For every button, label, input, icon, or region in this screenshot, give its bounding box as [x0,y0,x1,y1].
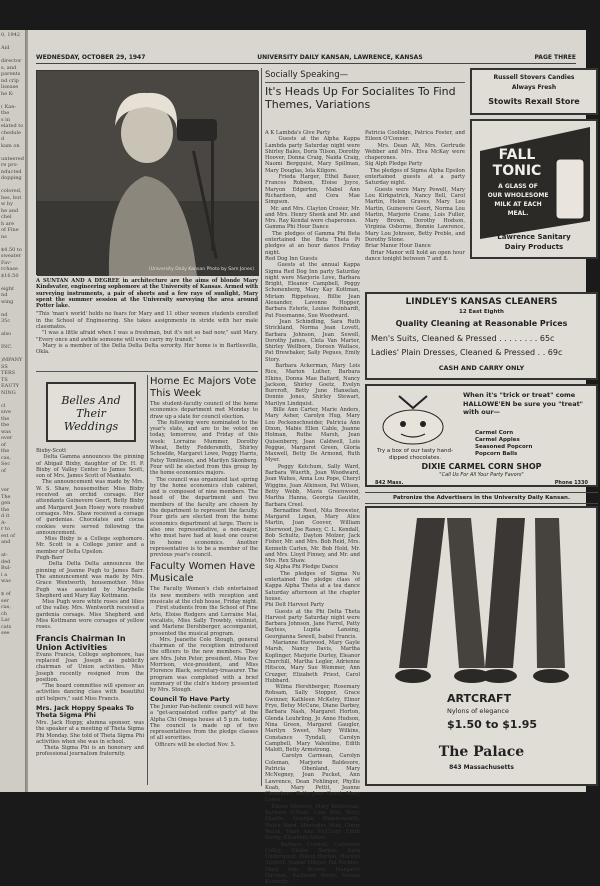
dixie-item: Seasoned Popcorn [475,444,533,450]
artcraft-address: 843 Massachusetts [449,764,514,771]
artcraft-desc: Nylons of elegance [447,707,510,715]
belles-heading: Belles And Their Weddings [61,394,121,433]
divider-rule [36,371,258,372]
belles-heading-box [46,382,136,442]
stover-line2: Always Fresh [511,84,557,91]
stover-line3: Stowits Rexall Store [488,97,580,106]
tonic-fall: FALL [498,147,536,163]
tonic-line5: MILK AT EACH [494,201,542,208]
artcraft-store: The Palace [438,744,525,760]
fall-tonic-ad [470,119,598,259]
dixie-headline: When it's "trick or treat" come HALLOWE'EN be sure you "treat" with our— [463,391,584,416]
home-ec-column [150,376,258,786]
page-binding-edge [26,30,28,792]
lindley-suits: Men's Suits, Cleaned & Pressed . . . . . . . . 65c [371,334,555,343]
council-body: The Junior Pan-hellenic council will have a "get-acquainted coffee party" at the Alpha Chi Omega house at 5 p.m. today. The council is made up of two representatives from the pledge classes of all sororities. Officers will be elected Nov. 5. [150,703,258,748]
photo-caption: A SUNTAN AND A DEGREE in architecture are the aims of blonde Mary Kindsvater, engineering sophomore at the University of Kansas. Armed with surveying instruments, a pair of shorts and a few rays of sunlight, Mary spent the summer session at the University surveying the area around Potter lake. [36,278,260,310]
dixie-small: Try a box of our tasty hand-dipped chocolates. [377,448,453,461]
photo-story: "This 'man's world' holds no fears for Mary and 11 other women students enrolled in the School of Engineering. She takes assignments in stride with her male classmates. "I was a little afraid when I was a freshman, but it's not so bad now," said Mary. "Every once and awhile someone will even carry my transit." Mary is a member of the Delta Delta Delta sorority. Her home is in Bartlesville, Okla. [36,311,258,356]
adjacent-page-sliver [0,30,26,792]
tonic-line3: A GLASS OF [498,183,538,190]
home-ec-body: The student-faculty council of the home economics department met Monday to draw up a slate for council election. The following were nominated to the year's slate, and are to be voted on today, tomorrow, and Friday of this week: Lorraine Mummer, Dorothy Wheat, Betty Feddersmith, Shirley Schoelde, Margaret Lowe, Peggy Harris, Patsy Tomlinson, and Marilyn Skonberg. Four will be elected from this group by the home economics majors. The council was organized last spring by the home economics club cabinet, and is composed of nine members. The head of the department and two members of the faculty are chosen by the department to represent the faculty. Four girls are elected from the home economics department at large. There is also one representative, a non-major, who must have had at least one course in home economics. Another representative is to be a member of the previous year's council. [150,401,258,559]
home-ec-heading: Home Ec Majors Vote This Week [150,376,257,399]
tonic-line6: MEAL. [507,210,529,217]
tonic-line8: Dairy Products [504,243,564,251]
francis-body: Evans Francis, College sophomore, has replaced Joan Joseph as publicity chairman of Union activities. Miss Joseph recently resigned from the position. "The board committee will sponsor an activities dancing class with beautiful girl helpers," said Miss Francis. [36,651,144,702]
stover-ad [470,68,598,115]
dixie-item: Carmel Apples [475,437,520,443]
social-column-2 [365,130,465,290]
stover-line1: Russell Stovers Candies [493,74,575,81]
social-column-2-text: Patricia Coolidge, Patrica Foster, and Eileen O'Conner. Mrs. Dean Alt, Mrs. Gertrude Webber and Mrs. Elva McKay were chaperones. Sig Alph Pledge Party The pledges of Sigma Alpha Epsilon entertained guests at a party Saturday night. Guests were Mary Powell, Mary Lou Kirkpatrick, Nancy Bell, Carol Martin, Helen Graves, Mary Lou Martin, Guinevere Geert, Norma Lou Martin, Marjorie Crane, Lois Fuller, Mary Brown, Dorothy Hodson, Virginia Osborne, Bonnie Lawrence, Mary Lou Johnson, Betty Preble, and Dorothy Stone. Briar Manor Hour Dance Briar Manor will hold an open hour dance tonight between 7 and 8. [365,130,466,262]
lindley-tagline: Quality Cleaning at Reasonable Prices [395,319,568,328]
faculty-heading: Faculty Women Have Musicale [150,561,256,584]
socially-kicker: Socially Speaking— [265,70,465,83]
hopper-heading: Mrs. Jack Hoppy Speaks To Theta Sigma Phi [36,703,134,720]
socially-header [265,70,465,130]
photo-credit: (University Daily Kansan Photo by Sam Jones) [148,267,254,272]
photo-illustration [37,71,259,276]
lindley-terms: CASH AND CARRY ONLY [438,364,525,372]
hopper-body: Mrs. Jack Hoppy, alumna sponsor, was the speaker at a meeting of Theta Sigma Phi Monday. She told of Theta Sigma Phi activities when she was in school. Theta Sigma Phi is an honorary and professional journalism fraternity. [36,719,144,758]
belles-body: Bixby-Scott Delta Gamma announces the pinning of Abigail Bixby, daughter of Dr. H. P. Bixby of Valley Center to James Scott, son of Mrs. James Scott of Mankato. The announcement was made by Mrs. W. S. Shaw, housemother. Miss Bixby received an orchid corsage. Her attendants Guinevere Geert, Betty Bixby and Margaret Jean Hosey wore rosebud corsages. Mrs. Shaw received a corsage of gardenias. Chocolates and cocoa cookies were served following the announcement. Miss Bixby is a College sophomore. Mr. Scott is a College junior and a member of Delta Upsilon. Pugh-Barr Delta Delta Delta announces the pinning of Jeanne Pugh to James Barr. The announcement was made by Mrs. Grace Wentworth, housemother. Miss Pugh was assisted by Marybelle Shepherd and Mary Kay Kottmann. Miss Pugh wore white roses and lilies of the valley. Mrs. Wentworth received a gardenia corsage. Miss Shepherd and Miss Kottmann wore corsages of yellow roses. [36,448,144,631]
masthead-date: WEDNESDAY, OCTOBER 29, 1947 [36,54,146,61]
council-heading: Council To Have Party [150,695,230,704]
francis-heading: Francis Chairman In Union Activities [36,633,126,652]
newspaper-page [0,30,588,886]
adjacent-page-text: 0, 1942 Aid director s, and parents nd crip lisease he K- ( Kan- the s in elated to cheduled kam on unteered re pro- nducted dopping colored, hes, but w by he and chel h are of Fine ns $4.50 to sweater Fav- rchase $16.50 eight nd wing nd 35c also INC. )MPANY SS TERS TS EAUTY NING cl sive the the was over of the cas, Sec of ver The gen the d it A- r to est of and at- ded Bul- i a was $ of ser cas, ch Lar cats see [1,32,24,636]
artcraft-ad [365,506,598,786]
artcraft-price: $1.50 to $1.95 [447,718,538,731]
faculty-body: The Faculty Women's club entertained its new members with reception and musicale at the club house, Friday night. First students from the School of Fine Arts, Eloise Rodgers and Lorraine Mai, vocalists, Miss Sally Trowbly, violinist, and Marlene Dershberger, accompanist, presented the musical program. Mrs. Jeanette Cole Stough, general chairman of the reception introduced the officers to the new members. They are Mrs. John Peter, president, Miss Eve Morrison, vice-president, and Miss Florence Black, secretary-treasurer. The program was completed with a brief summary of the club's history presented by Mrs. Stough. [150,586,259,694]
dixie-phone: Phone 1330 [554,480,588,486]
column-rule-center [261,68,262,786]
masthead-page: PAGE THREE [534,54,576,61]
dixie-items [475,430,585,458]
tonic-line4: OUR WHOLESOME [487,192,549,199]
page-content [30,30,588,886]
socially-headline: It's Heads Up For Socialites To Find Themes, Variations [265,85,456,111]
dixie-item: Carmel Corn [475,430,514,436]
dixie-ad [365,384,598,487]
social-column-1 [265,130,361,886]
patronize-line: Patronize the Advertisers in the University Daily Kansan. [365,492,598,504]
suntan-photo [36,70,258,275]
tonic-tonic: TONIC [492,163,542,179]
lindley-address: 12 East Eighth [459,309,504,315]
halloween-witch-art [373,392,453,447]
artcraft-brand: ARTCRAFT [447,692,512,705]
photo-caption-block [36,278,258,356]
lindley-name: LINDLEY'S KANSAS CLEANERS [405,297,558,307]
lindley-dresses: Ladies' Plain Dresses, Cleaned & Pressed . . 69c [371,348,563,357]
tonic-line7: Lawrence Sanitary [497,233,571,241]
dixie-address: 842 Mass. [375,480,404,486]
dixie-slogan: "Call Us For All Your Party Favors" [439,472,524,478]
nylon-legs-art [367,508,596,784]
column-rule [147,375,148,785]
dixie-name: DIXIE CARMEL CORN SHOP [421,462,542,471]
dixie-item: Popcorn Balls [475,451,518,457]
belles-column [36,448,144,786]
masthead [36,54,576,64]
social-column-1-text: A K Lambda's Give Party Guests at the Alpha Kappa Lambda party Saturday night were Shirley Bales, Doris Tilson, Dorothy Hoover, Donna Craig, Naida Craig, Naomi Bergquist, Mary Spillman, Mary Douglas, Iola Kilgore. Frieda Harger, Ethel Bauer, Frances Robson, Eloise Joyce, Maryon Edgerton, Mabel Ann Richardson, and Cora Mae Simpson. Mr. and Mrs. Clayton Crosier, Mr. and Mrs. Henry Shenk and Mr. and Mrs. Ray Kendal were chaperones. Gamma Phi Hour Dance The pledges of Gamma Phi Beta entertained the Beta Theta Pi pledges at an hour dance Friday night. Red Dog Inn Guests Guests at the annual Kappa Sigma Red Dog Inn party Saturday night were Marjorie Love, Barbara Bright, Eleanor Campbell, Peggy Schonenberg, Mary Kay Kottman, Miriam Rippeteau, Billie Jean Alexander, Lavonne Hopper, Barbara Esterle, Louise Reinhardt, Pat Fossmanne, Sue Woodward. Jean Schindling, Sara Ruth Strickland, Norma Jean Lovett, Barbara Johnson, Jean Sewell, Dorothy James, Clela Van Marter, Shirley Wellborn, Doreen Wallace, Pat Brewbaker, Sally Pegues, Emily Story. Barbara Ackerman, Mary Lois Rice, Marion Luther, Barbara Elkins, Donna Mae Ballard, Nancy Jackson, Shirley Goetz, Evelyn Burcroft, Betty June Hanselan, Donnie Jones, Shirley Stewart, Marilyn Lindquist. Bille Ann Carter, Marie Anders, Mary Asher, Carolyn Hug, Mary Lou Peckenschneider, Patricia Ann Dixon, Mabie Ellen Cable, Joanne Holman, Ruthe Marsh, Jean Quisenberry, Joan Caldwell, Lois Peggue, Margaret Green, Gloria Maxwell, Betty De Armond, Ruth Myer. Peggy Ketchum, Sally Ward, Barbara Wuerth, Joan Woodward, Joan Wahes, Anna Lou Pope, Cheryl Wiggins, Joan Atkinson, Pat Wilson, Betty Webb, Mavis Greenwood, Martha Hanna, Georgia Gauldin, Barbara Creel. Bernadine Reed, Nita Brewster, Margaret Logan, Mary Alice Martin, Joan Coover, William Sherwood, Joe Raney, C. L. Kendall, Bob Schultz, Dayton Molzer, Jack Fisher, Mr. and Mrs. Bob Reid, Mrs. Kenneth Carlen, Mr. Bob Hold, Mr. and Mrs. Lloyd Finney, and Mr. and Mrs. Rex Shaw. Sig Alpha Phi Pledge Dance The pledges of Sigma Nu entertained the pledge class of Kappa Alpha Theta at a tea dance Saturday afternoon at the chapter house. Phi Delt Harvest Party Guests at the Phi Delta Theta Harvest party Saturday night were Barbara Johnson, Jane Farrel, Patty Bayless, Lupita Lansing, Georgianna Sewell, Isabel Francis. Marianne Harwood, Mary Gayle Marsh, Nancy Davis, Martha Koplinger, Marjorie Durley, Eleanor Churchill, Martha Legler, Adrienne Hitscox, Mary Sue Wemmer, Ann Cruzger, Elizabeth Priest, Carol Hubbard. Wilma Hershberger, Rosemary Rohsam, Sally Stopper, Grace Gwinner, Kathleen McKelvy, Elinor Frye, Betsy McCune, Diane Darbey, Barbara Nash, Margaret Horton, Glenda Leuhrling, Jo Anne Hudson, Nina Green, Margaret Gaugler, Marilyn Sweet, Mary Wilkins, Constance Tyndall, Carolyn Campbell, Mary Valentine, Edith Malott, Betty Armstrong. Carolyn Carmean, Carolyn Coleman, Marjorie Baldesore, Patricia Obenland, Mary McNegney, Joan Pucket, Ann Lawrence, Dean Fehlinger, Phyllis Koah, Mary Pettit, Jeanne Chambers, Betty Jean Grant, Mary Lewis. Eileen Maloney, Mary Kellerman, Barbara O'Neal, Cora Kris, Betty Shadle, Georgia Womlesworth, Helen Ward, Mercedes Muir, Ginny Walsh, Mary Ann McCurry, Edith Darby, Elizabeth Sifers. Barbara Connell, Catherine Colley, Elaine Barbee, Sara Underwood, Eileen Horton, Marilyn Stebert, Joanne Hillyer, Pat Perkins, Mary Ann Brown, Margaret Harmon, Kathleen Brody, Norma Kennedy. [265,130,361,886]
masthead-paper: UNIVERSITY DAILY KANSAN, LAWRENCE, KANSAS [257,54,423,61]
lindley-ad [365,292,598,380]
